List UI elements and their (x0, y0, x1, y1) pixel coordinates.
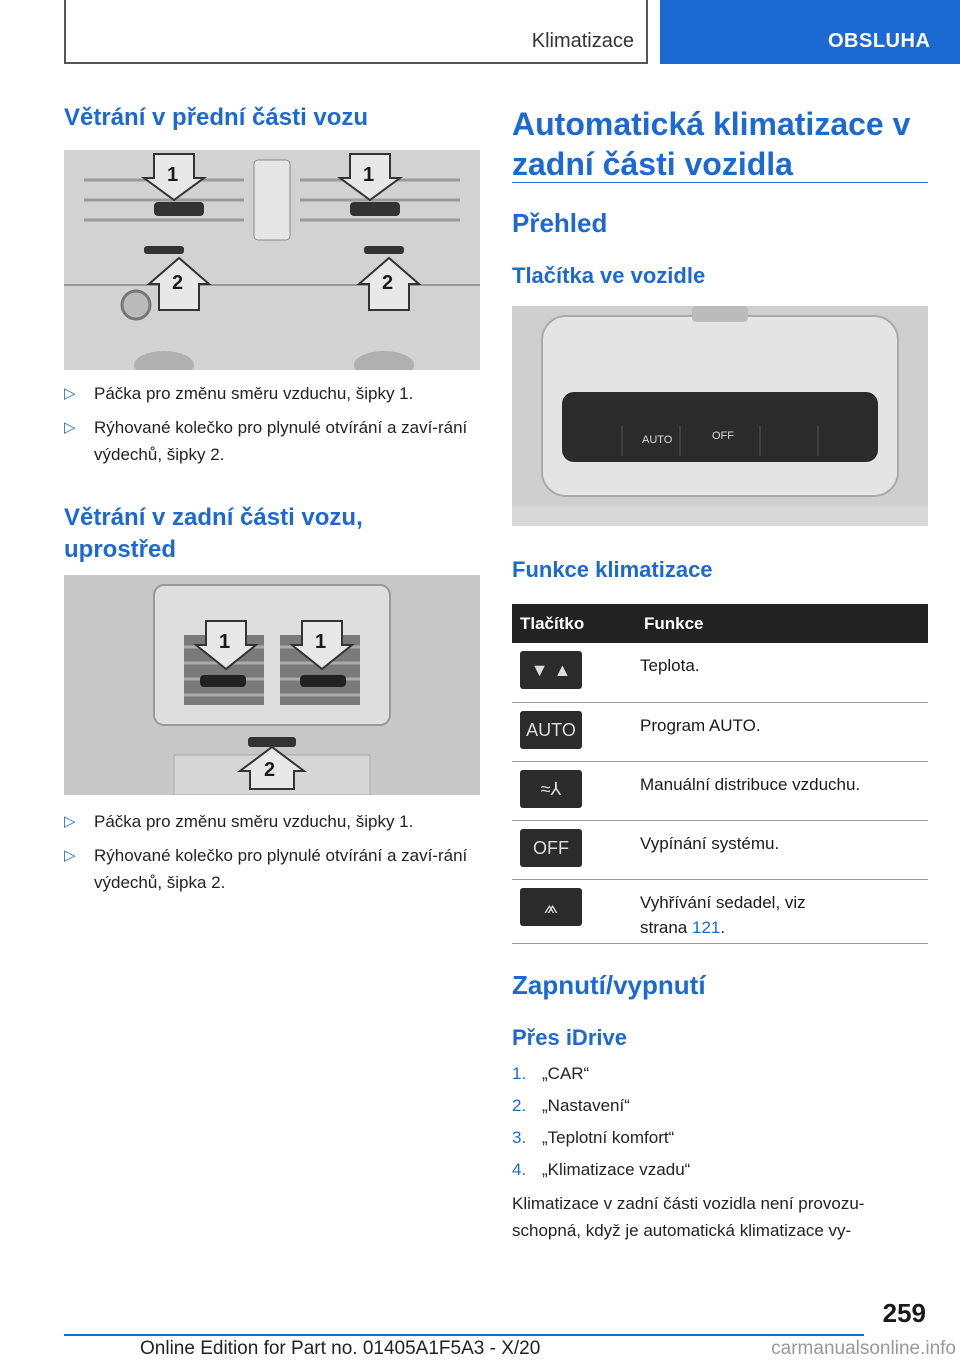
table-row: OFF Vypínání systému. (512, 820, 928, 879)
heading-buttons: Tlačítka ve vozidle (512, 263, 706, 288)
list-item: 1. „CAR“ (512, 1064, 590, 1083)
col-header-button: Tlačítko (512, 604, 636, 643)
panel-off-label: OFF (712, 430, 734, 442)
page-number: 259 (882, 1298, 926, 1328)
heading-rear-ventilation: Větrání v zadní části vozu, uprostřed (64, 504, 363, 563)
table-row: ▼ ▲ Teplota. (512, 643, 928, 702)
functions-table (512, 604, 928, 944)
header-tab (660, 0, 960, 64)
body-paragraph: Klimatizace v zadní části vozidla není provozu‐ schopná, když je automatická klimatizace vy‐ (512, 1194, 865, 1240)
rear-vents-image (64, 575, 480, 795)
callout-1-left: 1 (167, 164, 179, 186)
heading-rear-climate: Automatická klimatizace v zadní části vozidla (512, 106, 911, 182)
table-row: AUTO Program AUTO. (512, 702, 928, 761)
table-row: ⩕ Vyhřívání sedadel, viz strana 121. (512, 879, 928, 943)
footer-rule (64, 1334, 864, 1336)
watermark: carmanualsonline.info (690, 1338, 960, 1360)
list-item: ▷ Rýhované kolečko pro plynulé otvírání a zaví‐rání výdechů, šipka 2. (64, 842, 479, 896)
front-vents-drawing (64, 150, 480, 370)
table-row: ≈⅄ Manuální distribuce vzduchu. (512, 761, 928, 820)
bullet-triangle-icon: ▷ (64, 419, 76, 436)
rear-callout-1-left: 1 (219, 631, 231, 653)
list-item: ▷ Rýhované kolečko pro plynulé otvírání a zaví‐rání výdechů, šipky 2. (64, 414, 479, 468)
panel-auto-label: AUTO (642, 434, 673, 446)
air-distribution-icon: ≈⅄ (520, 770, 582, 808)
bullet-triangle-icon: ▷ (64, 813, 76, 830)
rear-callout-2: 2 (264, 759, 276, 781)
header-tab-label: OBSLUHA (828, 30, 931, 52)
temperature-arrows-icon: ▼ ▲ (520, 651, 582, 689)
list-item: ▷ Páčka pro změnu směru vzduchu, šipky 1. (64, 380, 479, 407)
off-key-icon: OFF (520, 829, 582, 867)
heading-front-ventilation: Větrání v přední části vozu (64, 104, 369, 131)
callout-2-left: 2 (172, 272, 184, 294)
list-item: ▷ Páčka pro změnu směru vzduchu, šipky 1. (64, 808, 479, 835)
bullet-triangle-icon: ▷ (64, 385, 76, 402)
seat-heating-icon: ⩕ (520, 888, 582, 926)
control-panel-image (512, 306, 928, 526)
col-header-function: Funkce (636, 604, 928, 643)
bullet-triangle-icon: ▷ (64, 847, 76, 864)
footer-edition: Online Edition for Part no. 01405A1F5A3 - X/20 (140, 1338, 541, 1359)
list-item: 3. „Teplotní komfort“ (512, 1128, 675, 1147)
callout-1-right: 1 (363, 164, 375, 186)
header-section: Klimatizace (531, 30, 634, 52)
heading-idrive: Přes iDrive (512, 1025, 627, 1050)
heading-functions: Funkce klimatizace (512, 557, 713, 582)
page-link[interactable]: 121 (691, 917, 721, 937)
heading-rule (512, 182, 928, 183)
list-item: 4. „Klimatizace vzadu“ (512, 1160, 691, 1179)
heading-overview: Přehled (512, 208, 608, 238)
callout-2-right: 2 (382, 272, 394, 294)
header-section-box (64, 0, 648, 64)
auto-key-icon: AUTO (520, 711, 582, 749)
front-vents-image (64, 150, 480, 370)
list-item: 2. „Nastavení“ (512, 1096, 630, 1115)
control-panel-drawing (512, 306, 928, 526)
rear-callout-1-right: 1 (315, 631, 327, 653)
heading-on-off: Zapnutí/vypnutí (512, 970, 706, 1000)
